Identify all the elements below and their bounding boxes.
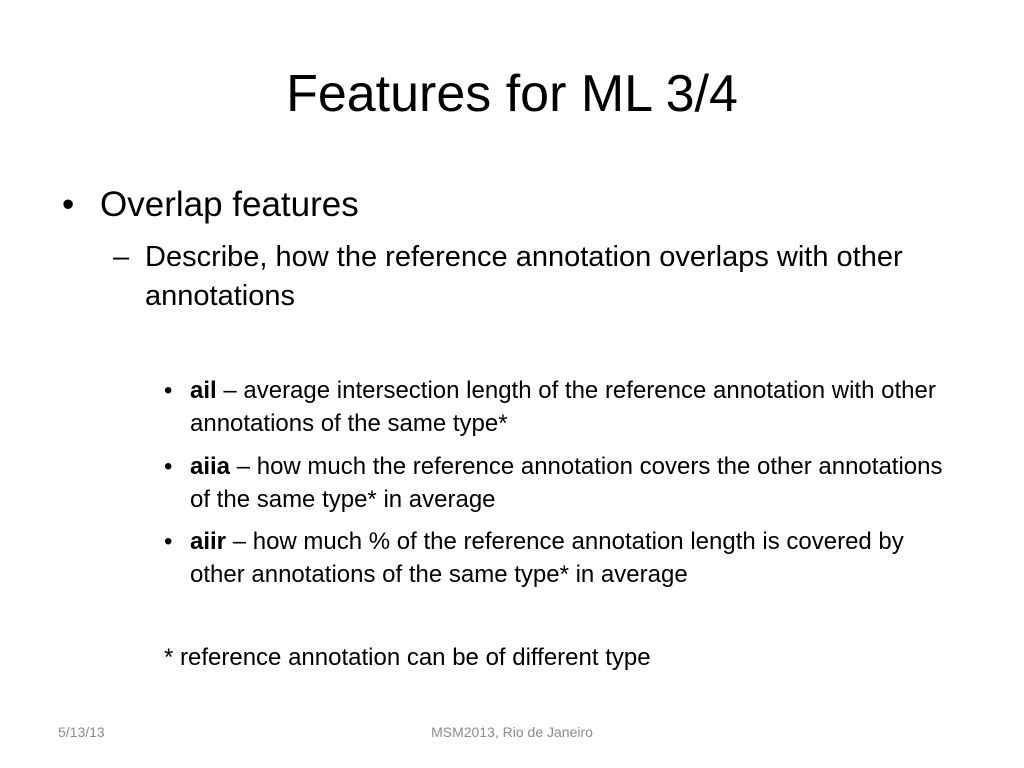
feature-description: – how much the reference annotation covers the other annotations of the same type* in average: [190, 453, 943, 513]
feature-term: aiia: [190, 453, 231, 480]
footer-center: MSM2013, Rio de Janeiro: [431, 724, 593, 740]
sub-bullet-text: Describe, how the reference annotation overlaps with other annotations: [145, 241, 903, 312]
bullet-symbol: •: [164, 528, 173, 555]
bullet-symbol: •: [164, 377, 173, 404]
bullet-symbol: •: [62, 185, 75, 224]
feature-term: aiir: [190, 528, 227, 555]
footer-date: 5/13/13: [58, 724, 105, 740]
feature-text: [190, 525, 965, 591]
feature-description: – average intersection length of the reference annotation with other annotations of the same type*: [190, 377, 936, 437]
feature-text: [190, 450, 965, 516]
feature-text: [190, 374, 965, 440]
feature-term: ail: [190, 377, 217, 404]
slide-title: Features for ML 3/4: [286, 65, 738, 123]
footnote: * reference annotation can be of different type: [164, 644, 651, 671]
bullet-text: Overlap features: [100, 185, 359, 224]
dash-symbol: –: [113, 241, 130, 273]
feature-description: – how much % of the reference annotation length is covered by other annotations of the same type* in average: [190, 528, 904, 588]
bullet-symbol: •: [164, 453, 173, 480]
